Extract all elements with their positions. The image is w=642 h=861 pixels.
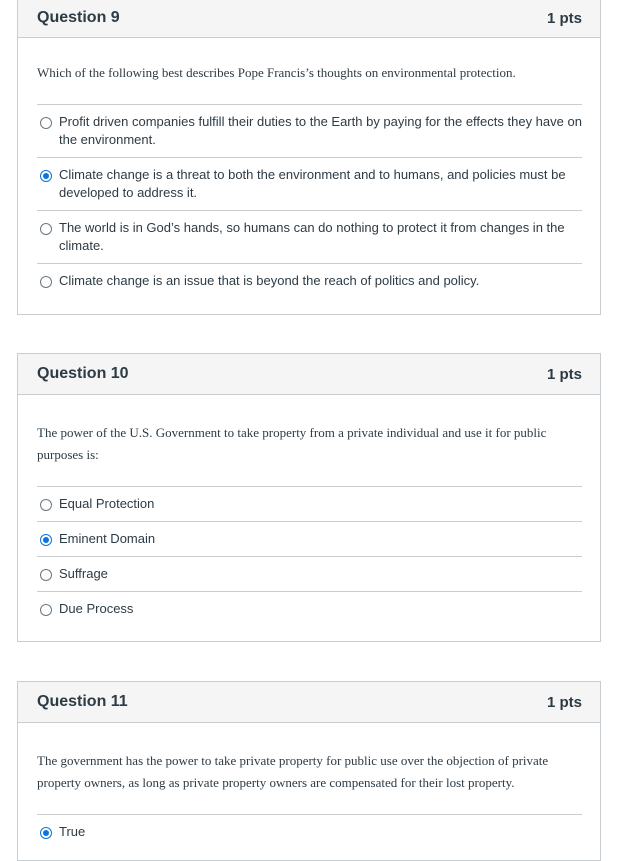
question-header bbox=[18, 0, 600, 38]
question-10 bbox=[17, 353, 601, 642]
question-title: Question 11 bbox=[37, 693, 128, 710]
answer-label[interactable]: Climate change is a threat to both the environment and to humans, and policies must be developed to address it. bbox=[59, 167, 566, 200]
radio-button-selected[interactable] bbox=[40, 827, 52, 839]
answer-option[interactable] bbox=[37, 815, 582, 849]
question-text: Which of the following best describes Pope Francis’s thoughts on environmental protection. bbox=[37, 65, 516, 80]
answer-label[interactable]: Due Process bbox=[59, 601, 134, 616]
answer-label[interactable]: Eminent Domain bbox=[59, 531, 156, 546]
question-title: Question 9 bbox=[37, 9, 120, 26]
question-header bbox=[18, 354, 600, 395]
answer-label[interactable]: Profit driven companies fulfill their duties to the Earth by paying for the effects they have on the environment. bbox=[59, 114, 582, 147]
question-body bbox=[18, 38, 600, 298]
radio-button[interactable] bbox=[40, 223, 52, 235]
answer-label[interactable]: Suffrage bbox=[59, 566, 108, 581]
answer-option[interactable] bbox=[37, 105, 582, 158]
question-text: The government has the power to take private property for public use over the objection of private property owners, as long as private property owners are compensated for their lost property. bbox=[37, 753, 549, 790]
answer-option[interactable] bbox=[37, 211, 582, 264]
answer-list bbox=[37, 486, 582, 626]
answer-option[interactable] bbox=[37, 557, 582, 592]
answer-label[interactable]: True bbox=[59, 824, 86, 839]
question-points: 1 pts bbox=[546, 693, 582, 711]
answer-option[interactable] bbox=[37, 158, 582, 211]
question-points: 1 pts bbox=[546, 9, 582, 27]
radio-button[interactable] bbox=[40, 604, 52, 616]
answer-list bbox=[37, 104, 582, 298]
question-points: 1 pts bbox=[546, 365, 582, 383]
radio-button-selected[interactable] bbox=[40, 534, 52, 546]
radio-button[interactable] bbox=[40, 117, 52, 129]
question-body bbox=[18, 723, 600, 849]
answer-option[interactable] bbox=[37, 522, 582, 557]
answer-list bbox=[37, 814, 582, 849]
radio-button[interactable] bbox=[40, 569, 52, 581]
radio-button-selected[interactable] bbox=[40, 170, 52, 182]
question-body bbox=[18, 395, 600, 626]
question-title: Question 10 bbox=[37, 365, 129, 382]
radio-button[interactable] bbox=[40, 276, 52, 288]
answer-label[interactable]: Equal Protection bbox=[59, 496, 155, 511]
answer-label[interactable]: Climate change is an issue that is beyond the reach of politics and policy. bbox=[59, 273, 480, 288]
question-11 bbox=[17, 681, 601, 861]
question-header bbox=[18, 682, 600, 723]
radio-button[interactable] bbox=[40, 499, 52, 511]
answer-option[interactable] bbox=[37, 592, 582, 626]
answer-option[interactable] bbox=[37, 264, 582, 298]
answer-label[interactable]: The world is in God’s hands, so humans can do nothing to protect it from changes in the climate. bbox=[59, 220, 565, 253]
answer-option[interactable] bbox=[37, 487, 582, 522]
question-text: The power of the U.S. Government to take property from a private individual and use it for public purposes is: bbox=[37, 425, 547, 462]
question-9 bbox=[17, 0, 601, 315]
